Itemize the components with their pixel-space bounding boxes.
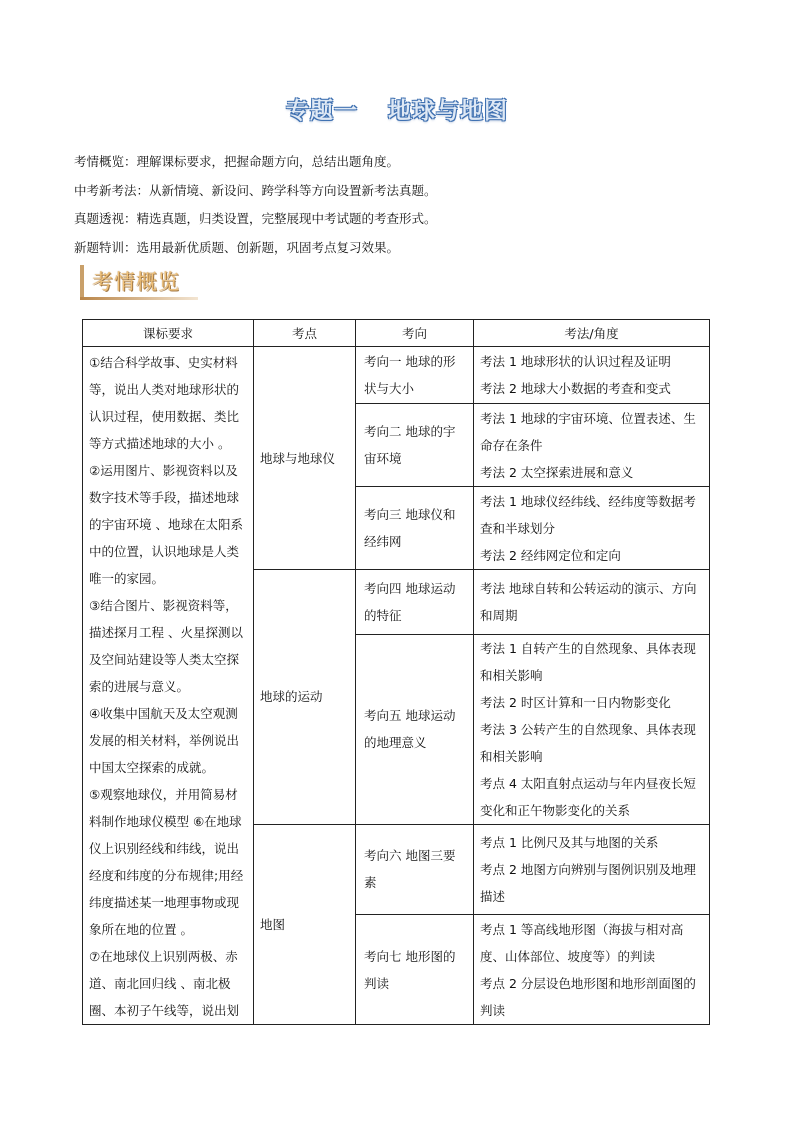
table-row bbox=[83, 347, 710, 404]
intro-block bbox=[74, 148, 734, 262]
point-cell: 地图 bbox=[254, 824, 356, 1025]
intro-line bbox=[74, 177, 734, 206]
col-header-points: 考点 bbox=[254, 320, 356, 347]
col-header-directions: 考向 bbox=[356, 320, 474, 347]
point-cell: 地球的运动 bbox=[254, 570, 356, 825]
method-line: 考点 2 分层设色地形图和地形剖面图的判读 bbox=[480, 975, 696, 1018]
method-line: 考点 4 太阳直射点运动与年内昼夜长短变化和正午物影变化的关系 bbox=[480, 775, 696, 818]
col-header-requirements: 课标要求 bbox=[83, 320, 254, 347]
requirement-item: ⑤观察地球仪，并用简易材料制作地球仪模型 ⑥在地球仪上识别经线和纬线，说出经度和纬度的分布规律;用经纬度描述某一地理事物或现象所在地的位置 。 bbox=[89, 787, 244, 937]
overview-table bbox=[82, 319, 710, 1025]
table-header-row bbox=[83, 320, 710, 347]
direction-cell: 考向五 地球运动的地理意义 bbox=[356, 634, 474, 824]
method-line: 考法 地球自转和公转运动的演示、方向和周期 bbox=[480, 580, 697, 623]
title-part-2: 地球与地图 bbox=[388, 98, 508, 124]
requirement-item: ②运用图片、影视资料以及数字技术等手段，描述地球的宇宙环境 、地球在太阳系中的位置，认识地球是人类唯一的家园。 bbox=[89, 463, 243, 586]
method-line: 考点 1 比例尺及其与地图的关系 bbox=[480, 834, 659, 850]
section-underline bbox=[80, 297, 198, 300]
requirement-item: ①结合科学故事、史实材料等，说出人类对地球形状的认识过程，使用数据、类比等方式描述地球的大小 。 bbox=[89, 355, 240, 451]
col-header-methods: 考法/角度 bbox=[474, 320, 710, 347]
method-line: 考法 1 自转产生的自然现象、具体表现和相关影响 bbox=[480, 640, 696, 683]
method-line: 考法 2 太空探索进展和意义 bbox=[480, 464, 634, 480]
intro-text: 选用最新优质题、创新题，巩固考点复习效果。 bbox=[136, 239, 400, 255]
intro-text: 精选真题，归类设置，完整展现中考试题的考查形式。 bbox=[136, 211, 437, 226]
intro-label: 真题透视： bbox=[74, 211, 137, 226]
requirements-cell bbox=[83, 347, 254, 1025]
method-line: 考点 2 地图方向辨别与图例识别及地理描述 bbox=[480, 861, 696, 904]
method-line: 考法 1 地球的宇宙环境、位置表述、生命存在条件 bbox=[480, 410, 696, 453]
direction-cell: 考向三 地球仪和经纬网 bbox=[356, 487, 474, 570]
method-line: 考法 2 地球大小数据的考查和变式 bbox=[480, 381, 671, 396]
intro-text: 理解课标要求，把握命题方向，总结出题角度。 bbox=[136, 154, 400, 169]
direction-cell: 考向六 地图三要素 bbox=[356, 824, 474, 915]
section-accent-bar bbox=[80, 265, 84, 299]
point-cell: 地球与地球仪 bbox=[254, 347, 356, 570]
title-part-1: 专题一 bbox=[286, 98, 358, 124]
method-cell bbox=[474, 404, 710, 487]
method-line: 考法 1 地球仪经纬线、经纬度等数据考查和半球划分 bbox=[480, 493, 696, 536]
requirement-item: ⑦在地球仪上识别两极、赤道、南北回归线 、南北极圈、本初子午线等，说出划 bbox=[89, 949, 240, 1018]
intro-label: 考情概览： bbox=[74, 154, 137, 169]
method-cell bbox=[474, 824, 710, 915]
direction-cell: 考向七 地形图的判读 bbox=[356, 915, 474, 1025]
intro-label: 新题特训： bbox=[74, 239, 137, 255]
method-line: 考法 3 公转产生的自然现象、具体表现和相关影响 bbox=[480, 721, 696, 764]
page-title bbox=[0, 92, 794, 125]
requirement-item: ③结合图片、影视资料等，描述探月工程 、火星探测以及空间站建设等人类太空探索的进展与意义。 bbox=[89, 598, 243, 694]
intro-label: 中考新考法： bbox=[74, 182, 150, 198]
method-line: 考法 2 经纬网定位和定向 bbox=[480, 547, 621, 563]
intro-line bbox=[74, 148, 734, 177]
method-cell bbox=[474, 487, 710, 570]
method-line: 考法 2 时区计算和一日内物影变化 bbox=[480, 694, 671, 710]
section-title: 考情概览 bbox=[92, 270, 180, 294]
method-cell bbox=[474, 634, 710, 824]
method-cell bbox=[474, 570, 710, 635]
direction-cell: 考向二 地球的宇宙环境 bbox=[356, 404, 474, 487]
method-cell bbox=[474, 915, 710, 1025]
requirement-item: ④收集中国航天及太空观测发展的相关材料，举例说出中国太空探索的成就。 bbox=[89, 706, 240, 775]
intro-line bbox=[74, 234, 734, 263]
intro-text: 从新情境、新设问、跨学科等方向设置新考法真题。 bbox=[149, 182, 437, 198]
method-line: 考点 1 等高线地形图（海拔与相对高度、山体部位、坡度等）的判读 bbox=[480, 921, 684, 964]
section-header bbox=[74, 259, 204, 303]
direction-cell: 考向四 地球运动的特征 bbox=[356, 570, 474, 635]
direction-cell: 考向一 地球的形状与大小 bbox=[356, 347, 474, 404]
intro-line bbox=[74, 205, 734, 234]
method-line: 考法 1 地球形状的认识过程及证明 bbox=[480, 354, 671, 369]
method-cell bbox=[474, 347, 710, 404]
